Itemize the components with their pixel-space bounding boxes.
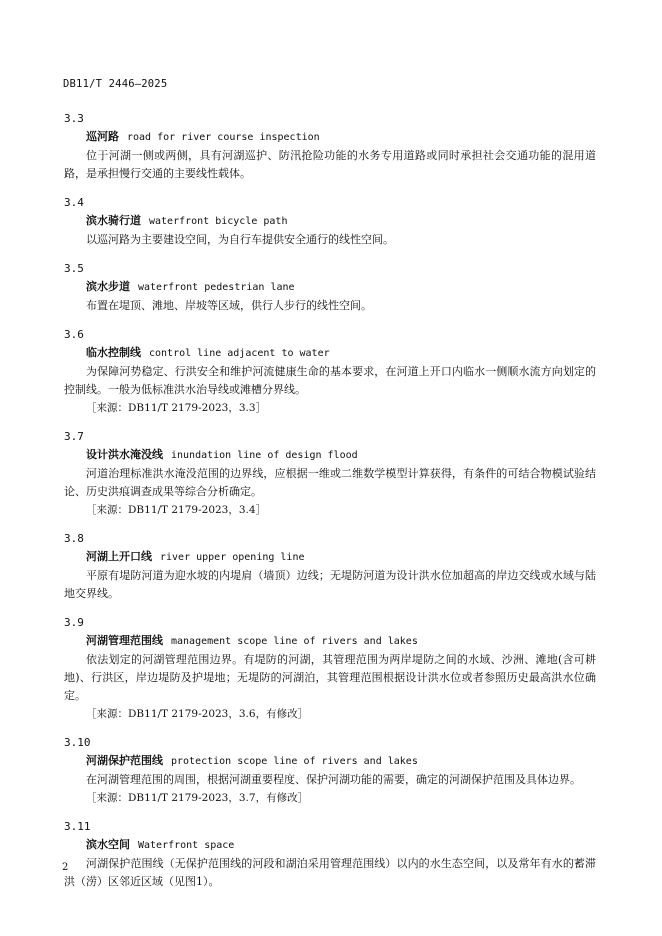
- document-code: DB11/T 2446—2025: [63, 78, 168, 90]
- term-source: ［来源：DB11/T 2179-2023，3.3］: [86, 402, 267, 414]
- term-english-name: protection scope line of rivers and lakes: [171, 756, 418, 767]
- term-english-name: river upper opening line: [160, 552, 305, 563]
- term-entry: [0, 735, 662, 807]
- term-title: [86, 633, 662, 650]
- term-entry: [0, 327, 662, 417]
- term-english-name: waterfront pedestrian lane: [138, 282, 295, 293]
- term-title: [86, 345, 662, 362]
- term-english-name: management scope line of rivers and lakes: [171, 636, 418, 647]
- term-entry: [0, 531, 662, 603]
- term-chinese-name: 滨水空间: [86, 838, 130, 851]
- page-number: 2: [62, 862, 69, 873]
- term-chinese-name: 设计洪水淹没线: [86, 448, 163, 461]
- term-number: 3.8: [64, 532, 84, 545]
- term-title: [86, 837, 662, 854]
- term-number: 3.4: [64, 196, 84, 209]
- term-chinese-name: 河湖上开口线: [86, 550, 152, 563]
- term-definition: 位于河湖一侧或两侧，具有河湖巡护、防汛抢险功能的水务专用道路或同时承担社会交通功能的混用道路，是承担慢行交通的主要线性载体。: [64, 149, 596, 180]
- term-definition: 以巡河路为主要建设空间，为自行车提供安全通行的线性空间。: [86, 233, 394, 246]
- terms-list: [0, 111, 662, 903]
- term-english-name: waterfront bicycle path: [149, 216, 288, 227]
- term-number: 3.5: [64, 262, 84, 275]
- term-english-name: inundation line of design flood: [171, 450, 358, 461]
- term-source: ［来源：DB11/T 2179-2023，3.6，有修改］: [86, 708, 309, 720]
- term-chinese-name: 滨水步道: [86, 280, 130, 293]
- term-chinese-name: 河湖保护范围线: [86, 754, 163, 767]
- term-title: [86, 447, 662, 464]
- term-number: 3.9: [64, 616, 84, 629]
- term-entry: [0, 261, 662, 315]
- term-definition: 为保障河势稳定、行洪安全和维护河流健康生命的基本要求，在河道上开口内临水一侧顺水流方向划定的控制线。一般为低标准洪水治导线或滩槽分界线。: [64, 365, 596, 396]
- term-number: 3.11: [64, 820, 91, 833]
- term-title: [86, 753, 662, 770]
- term-source: ［来源：DB11/T 2179-2023，3.4］: [86, 504, 267, 516]
- term-title: [86, 213, 662, 230]
- term-definition: 平原有堤防河道为迎水坡的内堤肩（墙顶）边线；无堤防河道为设计洪水位加超高的岸边交线或水域与陆地交界线。: [64, 569, 596, 600]
- term-entry: [0, 819, 662, 891]
- term-chinese-name: 河湖管理范围线: [86, 634, 163, 647]
- term-number: 3.7: [64, 430, 84, 443]
- term-number: 3.10: [64, 736, 91, 749]
- term-title: [86, 129, 662, 146]
- term-definition: 依法划定的河湖管理范围边界。有堤防的河湖，其管理范围为两岸堤防之间的水域、沙洲、滩地(含可耕地)、行洪区，岸边堤防及护堤地；无堤防的河湖泊，其管理范围根据设计洪水位或者参照历史最高洪水位确定。: [64, 653, 596, 702]
- term-number: 3.6: [64, 328, 84, 341]
- term-definition: 河道治理标准洪水淹没范围的边界线，应根据一维或二维数学模型计算获得，有条件的可结合物模试验结论、历史洪痕调查成果等综合分析确定。: [64, 467, 596, 498]
- term-english-name: road for river course inspection: [127, 132, 320, 143]
- term-entry: [0, 195, 662, 249]
- term-entry: [0, 111, 662, 183]
- term-chinese-name: 临水控制线: [86, 346, 141, 359]
- term-definition: 河湖保护范围线（无保护范围线的河段和湖泊采用管理范围线）以内的水生态空间，以及常年有水的蓄滞洪（涝）区邻近区域（见图1）。: [64, 857, 596, 888]
- term-title: [86, 279, 662, 296]
- term-definition: 布置在堤顶、滩地、岸坡等区域，供行人步行的线性空间。: [86, 299, 372, 312]
- term-chinese-name: 巡河路: [86, 130, 119, 143]
- term-chinese-name: 滨水骑行道: [86, 214, 141, 227]
- term-definition: 在河湖管理范围的周围，根据河湖重要程度、保护河湖功能的需要，确定的河湖保护范围及具体边界。: [86, 773, 581, 786]
- term-entry: [0, 429, 662, 519]
- term-title: [86, 549, 662, 566]
- term-source: ［来源：DB11/T 2179-2023，3.7，有修改］: [86, 792, 309, 804]
- term-english-name: control line adjacent to water: [149, 348, 330, 359]
- term-number: 3.3: [64, 112, 84, 125]
- term-entry: [0, 615, 662, 723]
- term-english-name: Waterfront space: [138, 840, 235, 851]
